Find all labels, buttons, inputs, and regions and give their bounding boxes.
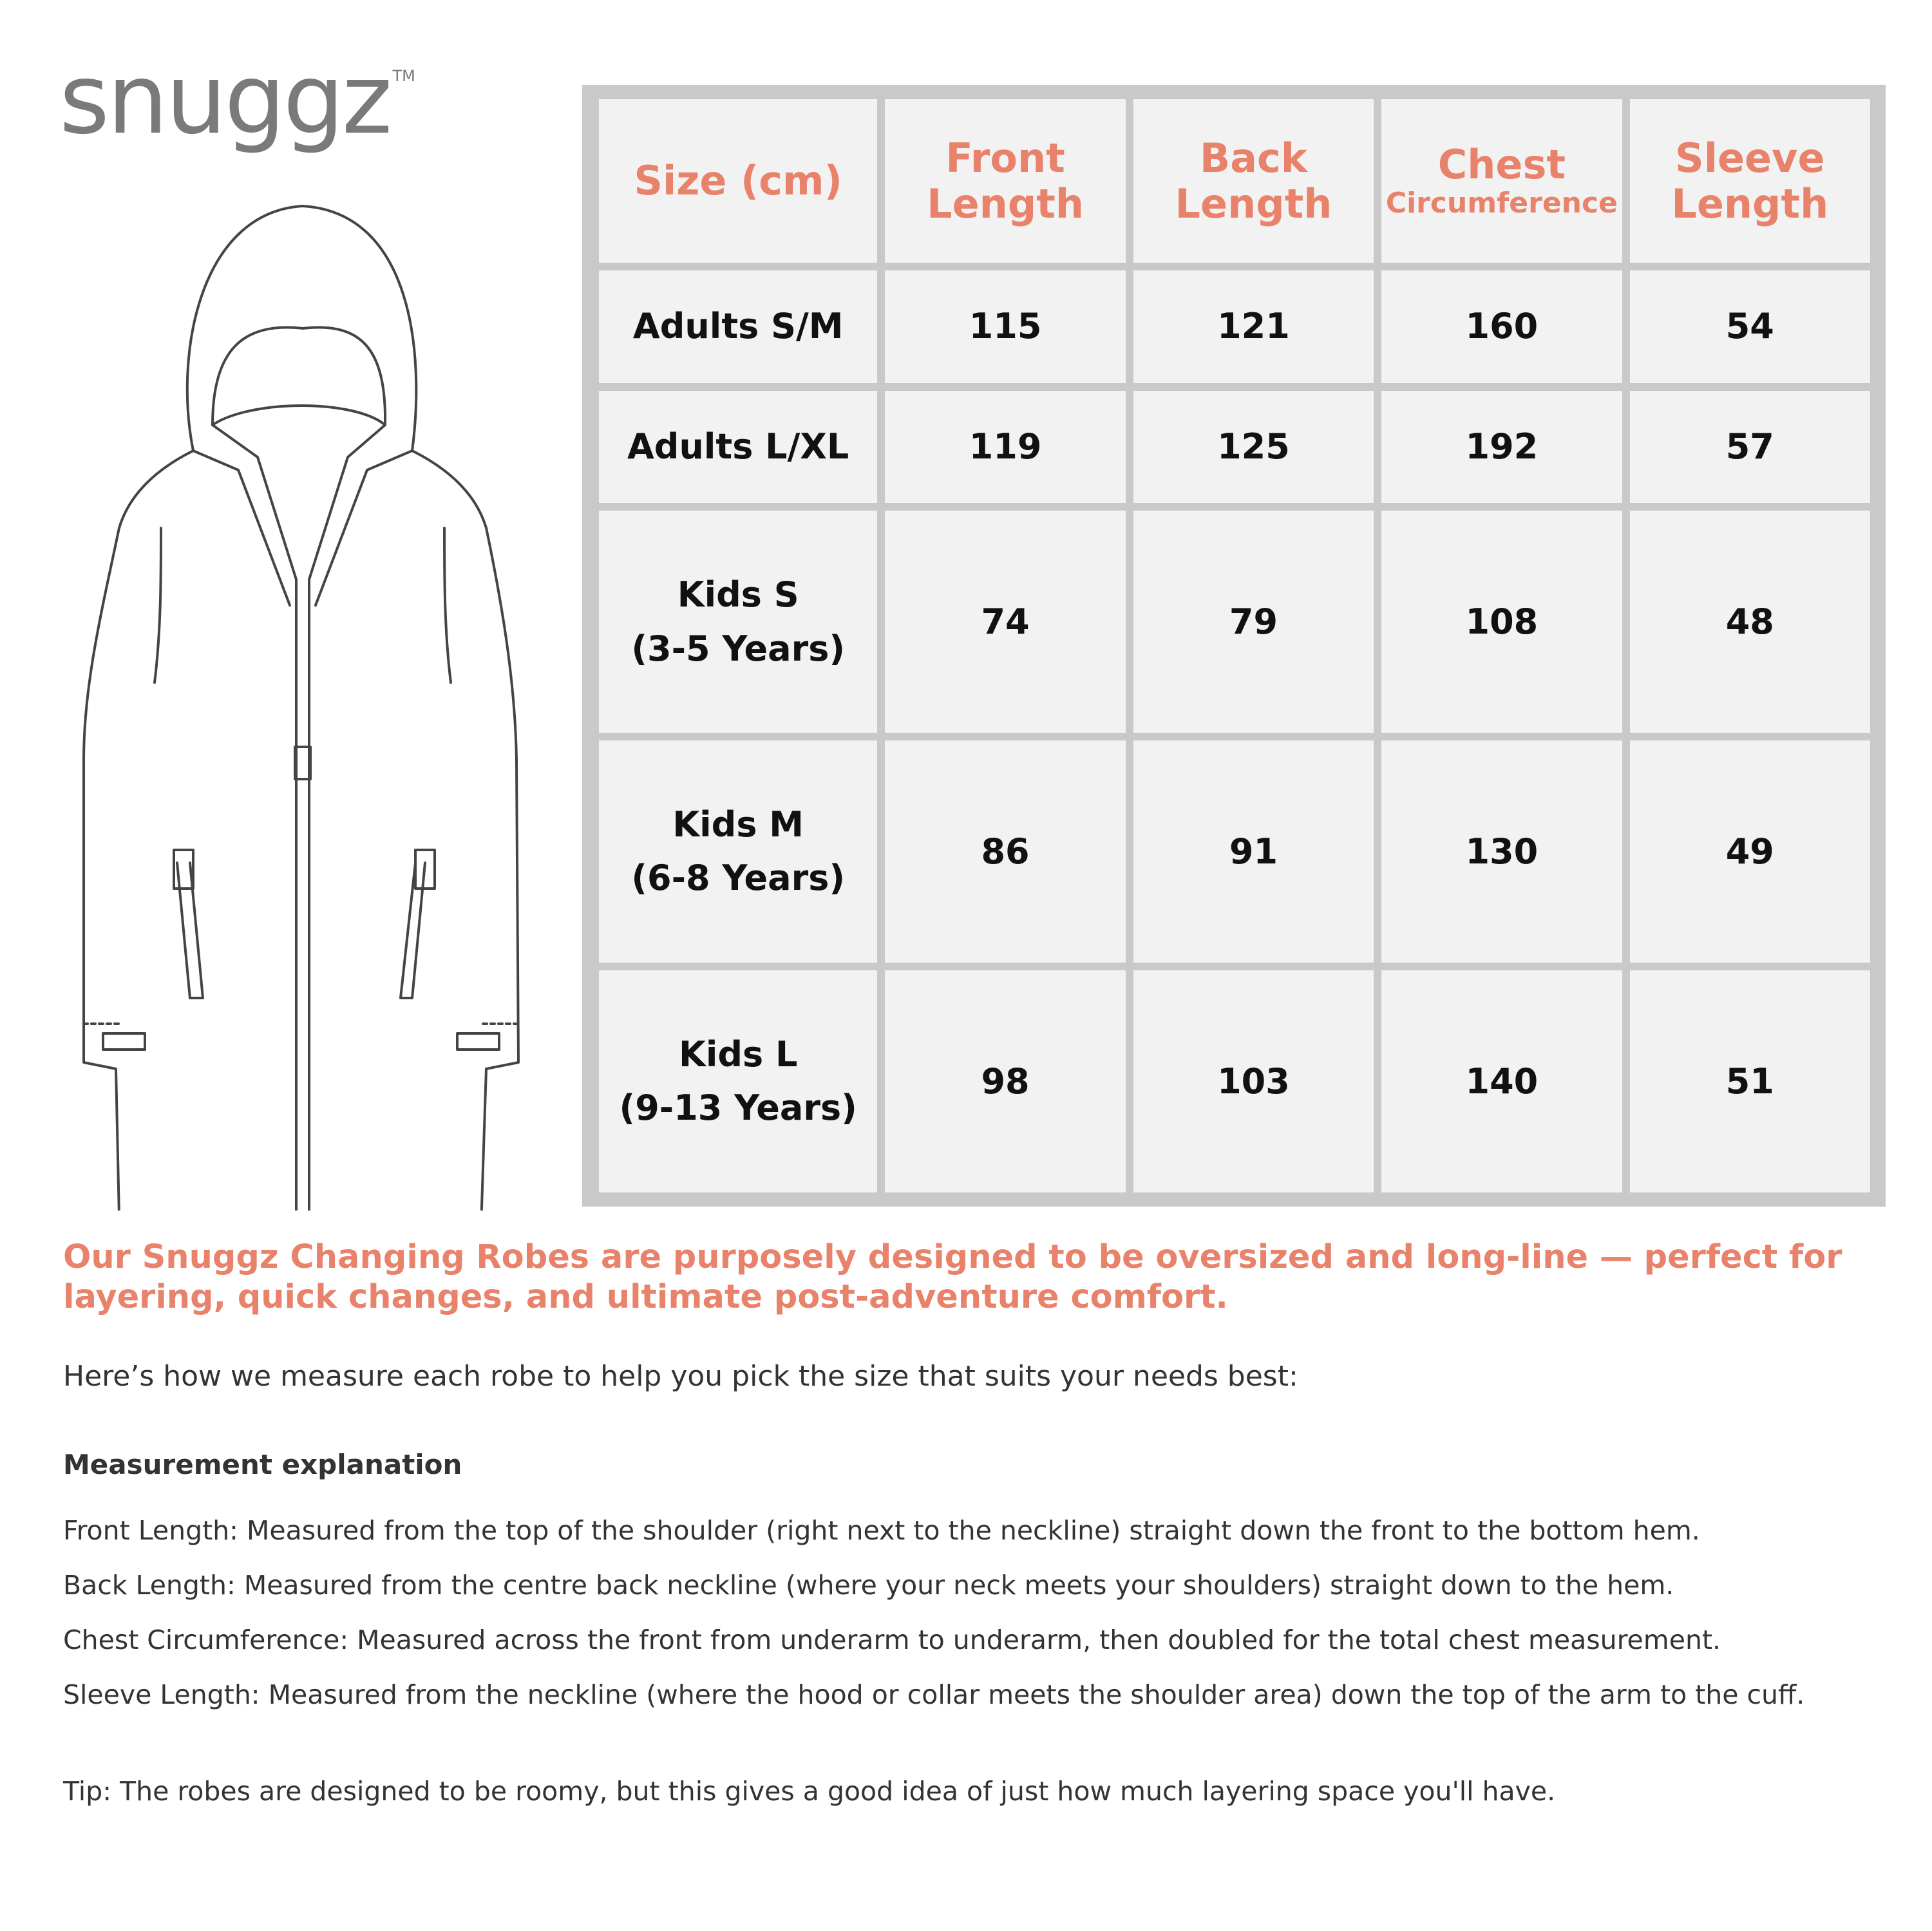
cell-back: 121 bbox=[1133, 270, 1374, 383]
cell-sleeve: 57 bbox=[1630, 391, 1870, 504]
cell-back: 91 bbox=[1133, 740, 1374, 963]
cell-sleeve: 49 bbox=[1630, 740, 1870, 963]
cell-chest: 160 bbox=[1381, 270, 1622, 383]
cell-front: 74 bbox=[885, 511, 1125, 733]
cell-size: Kids M (6-8 Years) bbox=[599, 740, 877, 963]
tip-text: Tip: The robes are designed to be roomy, but this gives a good idea of just how much layering space you'll have. bbox=[63, 1776, 1556, 1807]
cell-size: Kids L (9-13 Years) bbox=[599, 970, 877, 1192]
explanation-item: Chest Circumference: Measured across the front from underarm to underarm, then doubled for the total chest measurement. bbox=[63, 1625, 1721, 1655]
size-chart-table bbox=[582, 85, 1886, 1207]
cell-sleeve: 54 bbox=[1630, 270, 1870, 383]
cell-chest: 130 bbox=[1381, 740, 1622, 963]
explanation-item: Front Length: Measured from the top of the shoulder (right next to the neckline) straight down the front to the bottom hem. bbox=[63, 1515, 1700, 1546]
cell-sleeve: 51 bbox=[1630, 970, 1870, 1192]
brand-logo: snuggz ™ bbox=[59, 44, 415, 156]
cell-front: 115 bbox=[885, 270, 1125, 383]
header-front-length: Front Length bbox=[885, 99, 1125, 263]
cell-chest: 108 bbox=[1381, 511, 1622, 733]
cell-back: 79 bbox=[1133, 511, 1374, 733]
cell-back: 103 bbox=[1133, 970, 1374, 1192]
explanation-title: Measurement explanation bbox=[63, 1449, 462, 1480]
intro-text: Here’s how we measure each robe to help you pick the size that suits your needs best: bbox=[63, 1360, 1298, 1393]
cell-chest: 192 bbox=[1381, 391, 1622, 504]
explanation-item: Back Length: Measured from the centre back neckline (where your neck meets your shoulders) straight down to the hem. bbox=[63, 1570, 1674, 1601]
cell-chest: 140 bbox=[1381, 970, 1622, 1192]
headline-text: Our Snuggz Changing Robes are purposely designed to be oversized and long-line — perfect for layering, quick changes, and ultimate post-adventure comfort. bbox=[63, 1238, 1842, 1316]
cell-sleeve: 48 bbox=[1630, 511, 1870, 733]
explanation-list bbox=[63, 1503, 1899, 1722]
table-row bbox=[599, 740, 1870, 963]
table-header-row bbox=[599, 99, 1870, 263]
header-back-length: Back Length bbox=[1133, 99, 1374, 263]
cell-size: Kids S (3-5 Years) bbox=[599, 511, 877, 733]
table-row bbox=[599, 391, 1870, 504]
changing-robe-line-drawing bbox=[64, 193, 528, 1210]
table-row bbox=[599, 511, 1870, 733]
cell-front: 86 bbox=[885, 740, 1125, 963]
cell-front: 98 bbox=[885, 970, 1125, 1192]
cell-back: 125 bbox=[1133, 391, 1374, 504]
explanation-item: Sleeve Length: Measured from the neckline (where the hood or collar meets the shoulder area) down the top of the arm to the cuff. bbox=[63, 1679, 1805, 1710]
table-row bbox=[599, 970, 1870, 1192]
header-chest: Chest Circumference bbox=[1381, 99, 1622, 263]
cell-size: Adults L/XL bbox=[599, 391, 877, 504]
cell-size: Adults S/M bbox=[599, 270, 877, 383]
header-size: Size (cm) bbox=[599, 99, 877, 263]
cell-front: 119 bbox=[885, 391, 1125, 504]
header-sleeve-length: Sleeve Length bbox=[1630, 99, 1870, 263]
table-row bbox=[599, 270, 1870, 383]
